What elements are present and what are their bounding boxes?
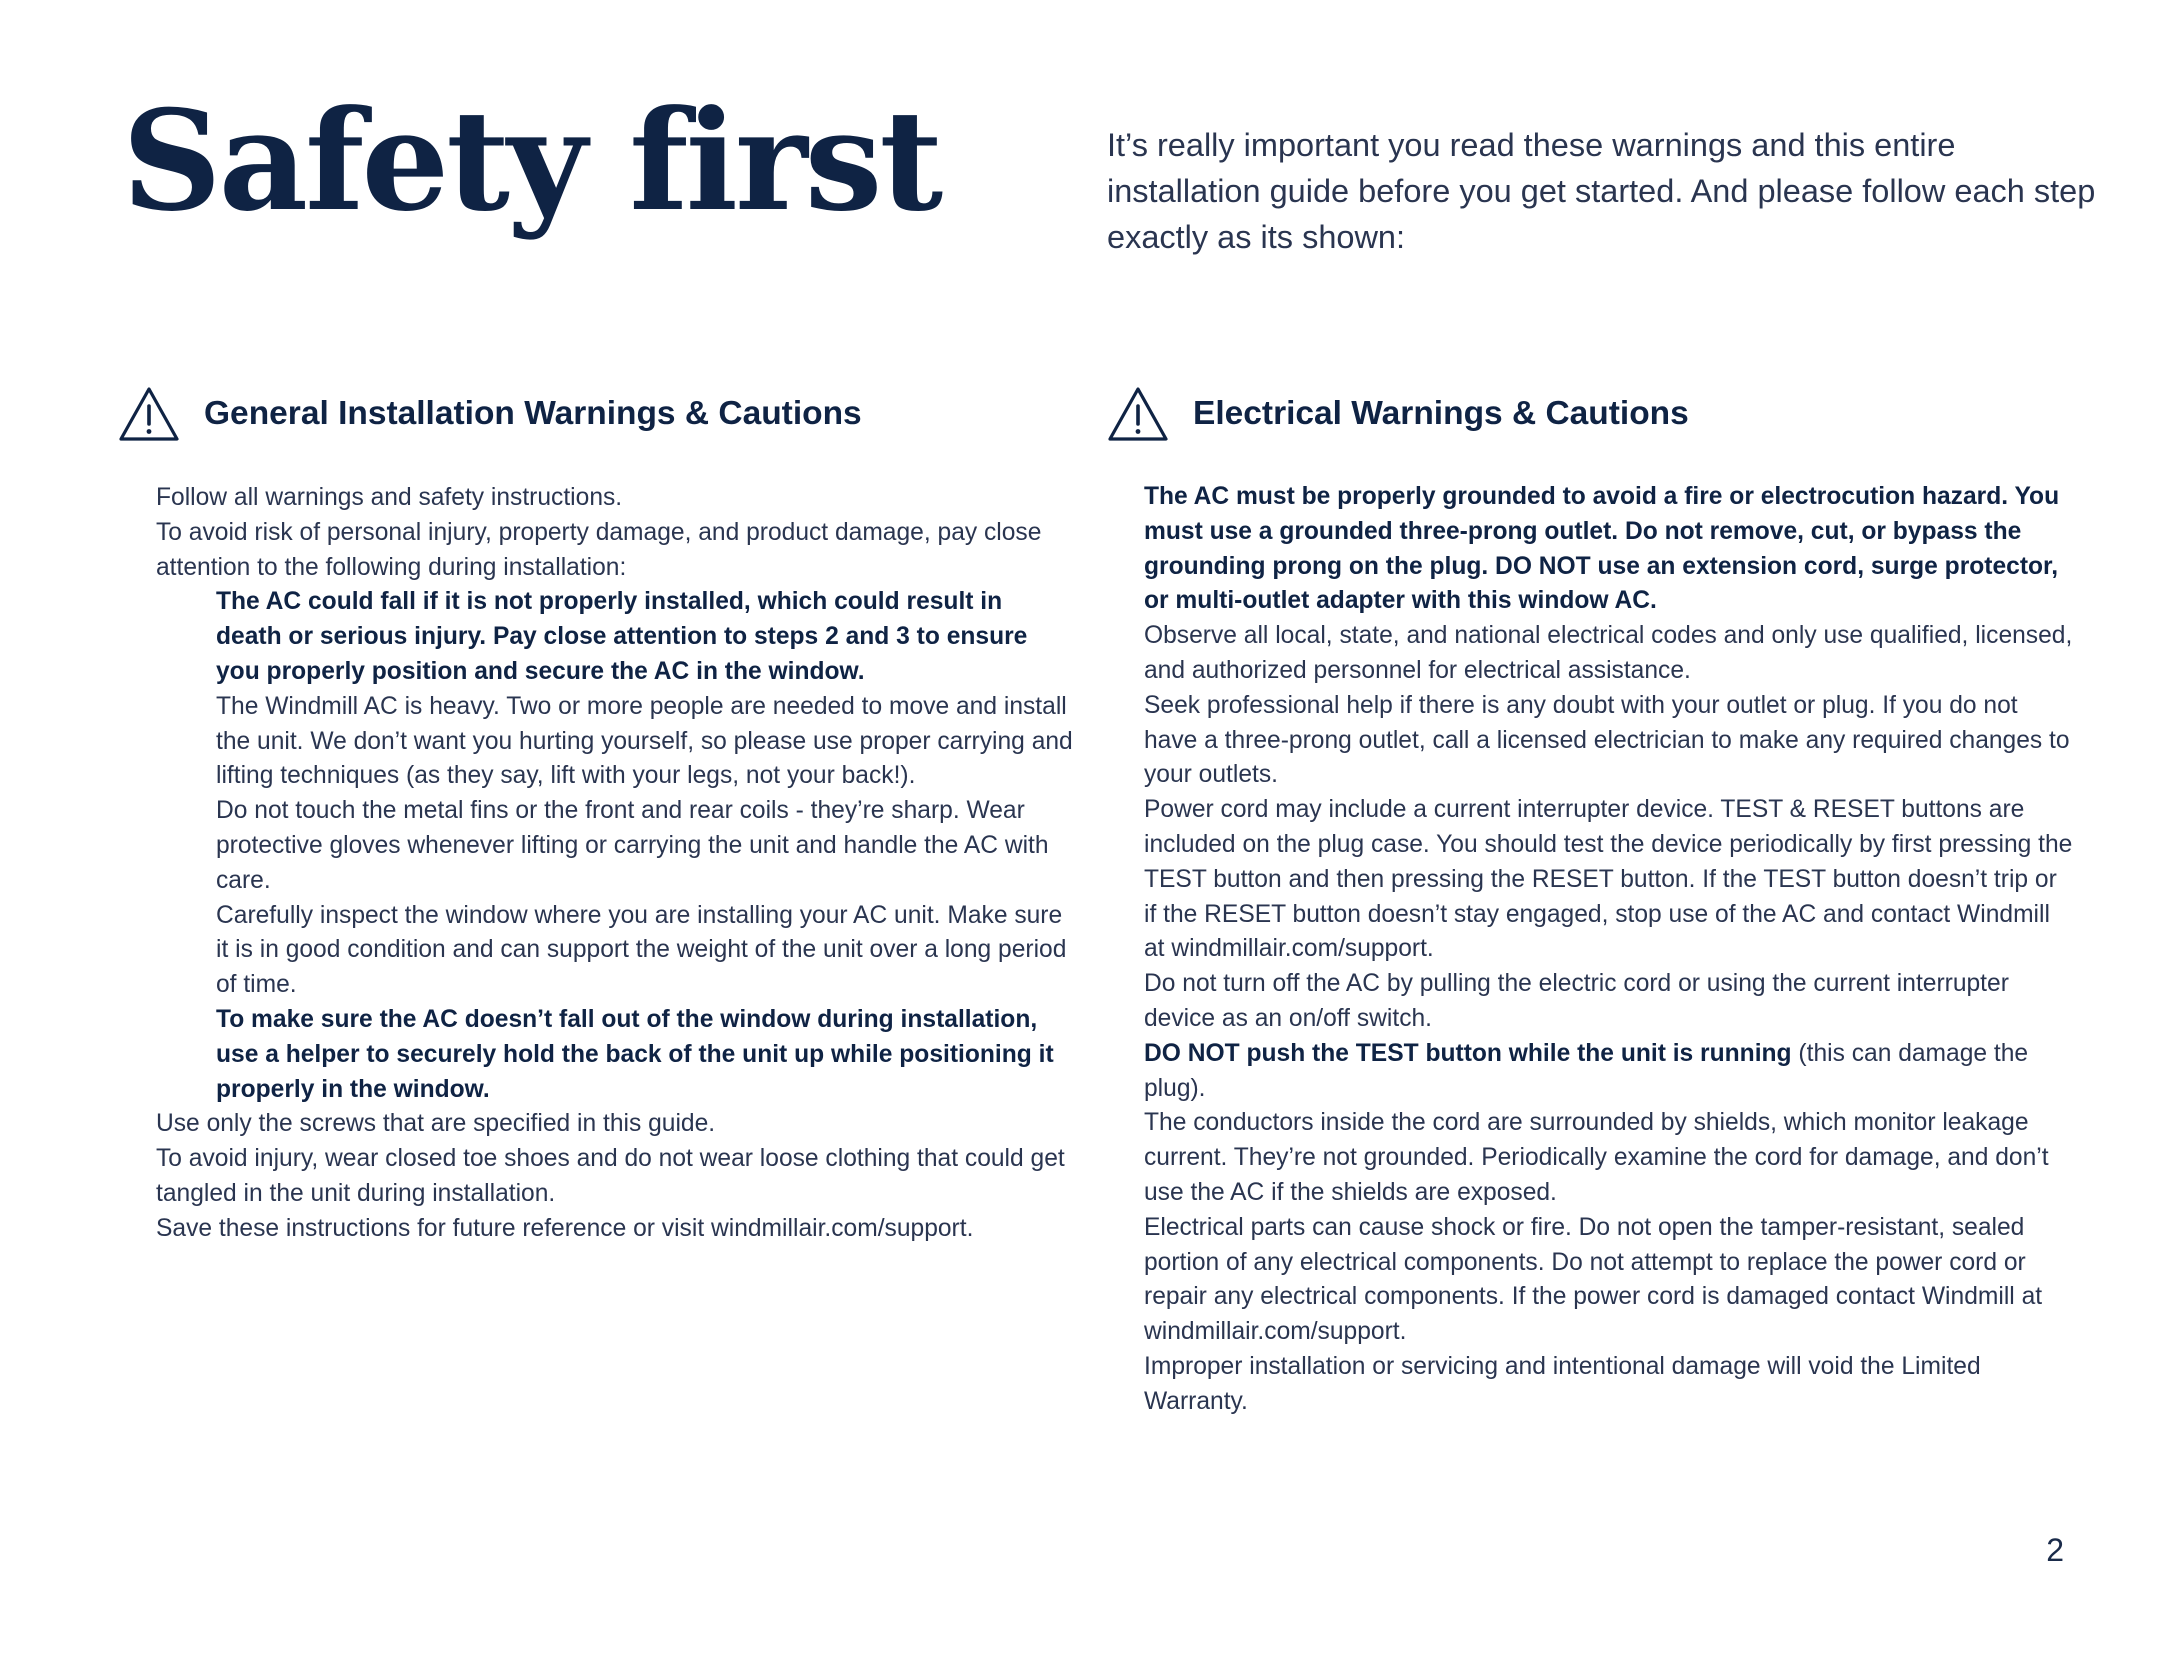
bold-warning-text: DO NOT push the TEST button while the unit is running <box>1144 1039 1792 1067</box>
list-item: To make sure the AC doesn’t fall out of the window during installation, use a helper to securely hold the back of the unit up while positioning it properly in the window. <box>216 1005 1054 1103</box>
intro-paragraph: It’s really important you read these warnings and this entire installation guide before you get started. And please follow each step exactly as its shown: <box>1107 127 2096 255</box>
electrical-section-header <box>1107 384 1689 444</box>
list-item: The Windmill AC is heavy. Two or more people are needed to move and install the unit. We don’t want you hurting yourself, so please use proper carrying and lifting techniques (as they say, lift with your legs, not your back!). <box>216 692 1073 790</box>
general-section-header <box>118 384 862 444</box>
warning-triangle-icon <box>1107 386 1169 442</box>
list-item: Electrical parts can cause shock or fire. Do not open the tamper-resistant, sealed portion of any electrical components. Do not attempt to replace the power cord or repair any electrical components. If the power cord is damaged contact Windmill at windmillair.com/support. <box>1144 1213 2043 1346</box>
page-number: 2 <box>2046 1532 2064 1568</box>
general-warnings-list <box>156 481 1074 1247</box>
list-item: Save these instructions for future reference or visit windmillair.com/support. <box>156 1214 974 1242</box>
list-item: The AC could fall if it is not properly installed, which could result in death or serious injury. Pay close attention to steps 2 and 3 to ensure you properly position and secure the AC in the window. <box>216 588 1028 685</box>
electrical-warnings-list <box>1144 480 2074 1420</box>
list-item: Do not touch the metal fins or the front and rear coils - they’re sharp. Wear protective gloves whenever lifting or carrying the unit and handle the AC with care. <box>216 797 1049 894</box>
list-item: Follow all warnings and safety instructions. <box>156 484 623 511</box>
list-item: Observe all local, state, and national electrical codes and only use qualified, licensed, and authorized personnel for electrical assistance. <box>1144 622 2073 684</box>
list-item: To avoid risk of personal injury, property damage, and product damage, pay close attention to the following during installation: <box>156 518 1042 581</box>
list-item: Use only the screws that are specified in this guide. <box>156 1110 716 1138</box>
list-item: The AC must be properly grounded to avoid a fire or electrocution hazard. You must use a grounded three-prong outlet. Do not remove, cut, or bypass the grounding prong on the plug. DO NOT use an extension cord, surge protector, or multi-outlet adapter with this window AC. <box>1144 483 2060 615</box>
warning-triangle-icon <box>118 386 180 442</box>
list-item <box>1144 1037 2074 1107</box>
list-item: Power cord may include a current interrupter device. TEST & RESET buttons are included on the plug case. You should test the device periodically by first pressing the TEST button and then pressing the RESET button. If the TEST button doesn’t trip or if the RESET button doesn’t stay engaged, stop use of the AC and contact Windmill at windmillair.com/support. <box>1144 796 2073 963</box>
list-item: The conductors inside the cord are surrounded by shields, which monitor leakage current. They’re not grounded. Periodically examine the cord for damage, and don’t use the AC if the shields are exposed. <box>1144 1109 2049 1206</box>
list-item: Do not turn off the AC by pulling the electric cord or using the current interrupter device as an on/off switch. <box>1144 970 2009 1032</box>
warning-note-text: (this can damage the plug). <box>1144 1039 2029 1102</box>
list-item: Seek professional help if there is any doubt with your outlet or plug. If you do not have a three-prong outlet, call a licensed electrician to make any required changes to your outlets. <box>1144 691 2070 789</box>
page-title: Safety first <box>122 79 941 242</box>
list-item: To avoid injury, wear closed toe shoes and do not wear loose clothing that could get tangled in the unit during installation. <box>156 1145 1065 1207</box>
general-section-title: General Installation Warnings & Cautions <box>204 395 862 432</box>
list-item: Improper installation or servicing and intentional damage will void the Limited Warranty. <box>1144 1352 1981 1415</box>
list-item: Carefully inspect the window where you are installing your AC unit. Make sure it is in good condition and can support the weight of the unit over a long period of time. <box>216 901 1067 999</box>
electrical-section-title: Electrical Warnings & Cautions <box>1193 395 1689 432</box>
